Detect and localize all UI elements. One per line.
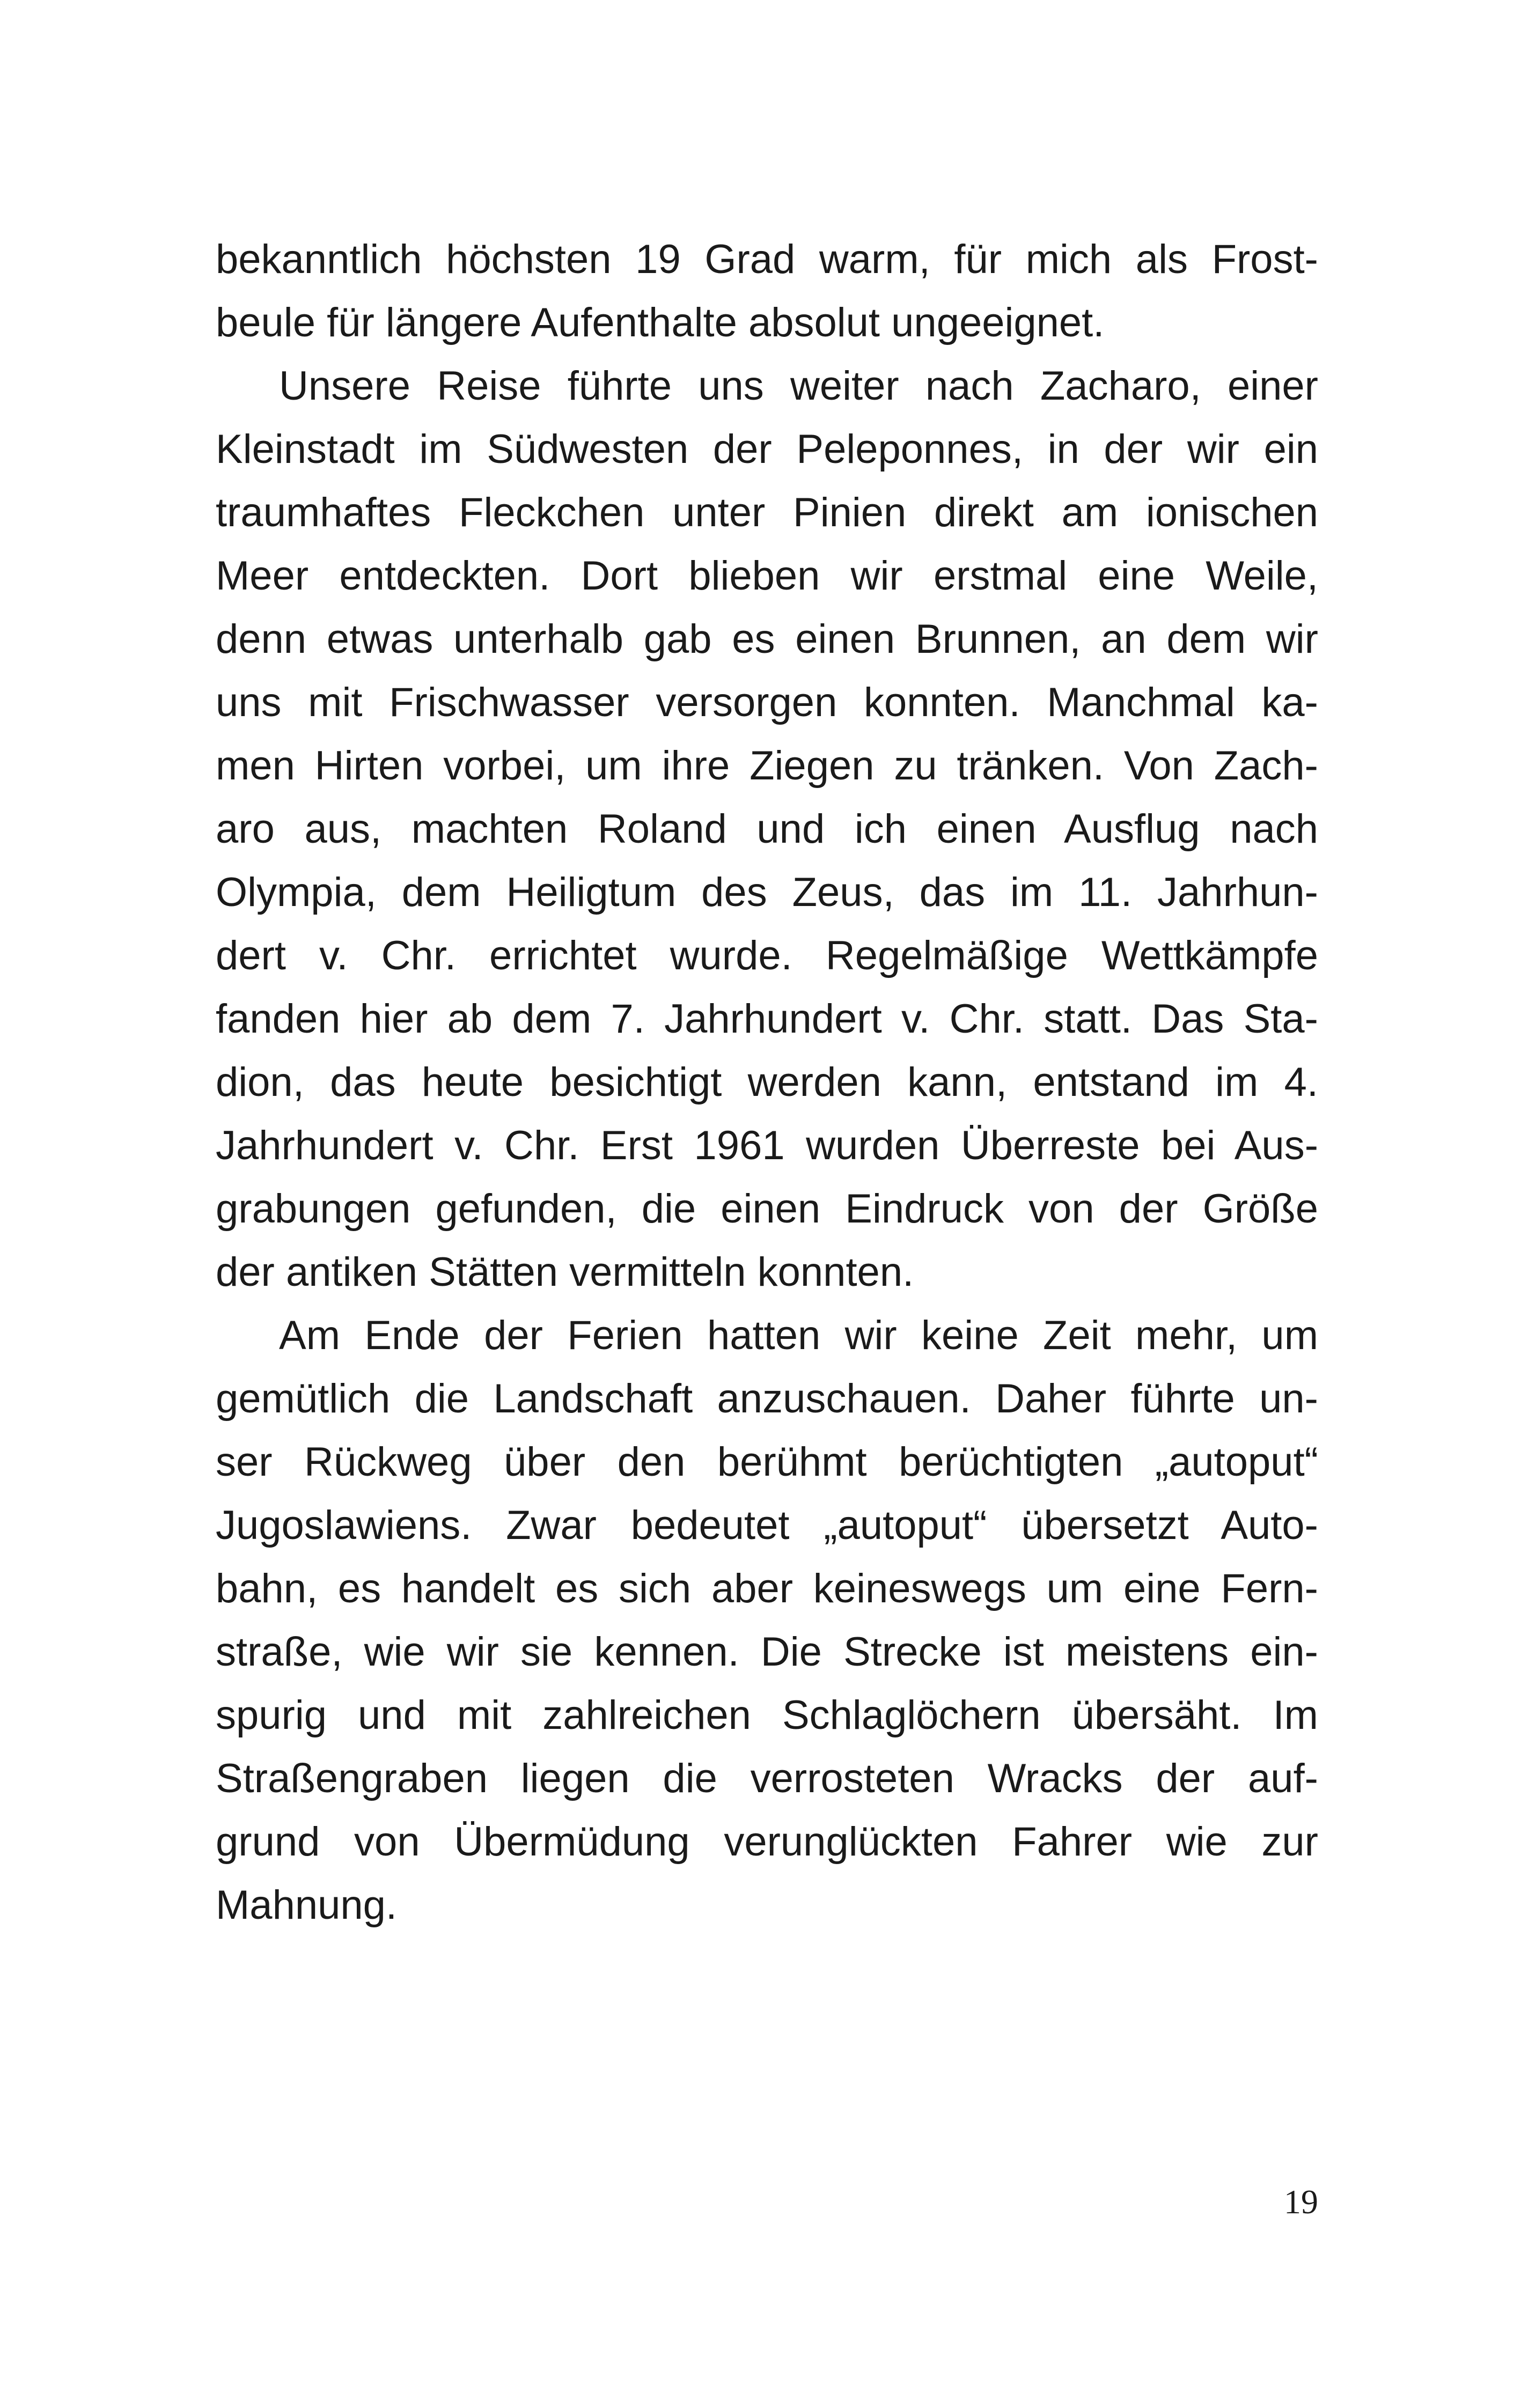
text-line: straße, wie wir sie kennen. Die Strecke ist meistens ein- [216,1629,1318,1675]
text-line: men Hirten vorbei, um ihre Ziegen zu tränken. Von Zach- [216,743,1318,789]
text-line: Am Ende der Ferien hatten wir keine Zeit mehr, um [279,1313,1318,1358]
text-line: der antiken Stätten vermitteln konnten. [216,1249,914,1295]
text-line: traumhaftes Fleckchen unter Pinien direkt am ionischen [216,490,1318,535]
text-line: Straßengraben liegen die verrosteten Wracks der auf- [216,1756,1318,1801]
body-text [216,228,1318,1937]
text-line: dert v. Chr. errichtet wurde. Regelmäßige Wettkämpfe [216,933,1318,978]
paragraph [216,355,1318,1304]
paragraph [216,228,1318,355]
text-line: fanden hier ab dem 7. Jahrhundert v. Chr. statt. Das Sta- [216,996,1318,1042]
text-line: gemütlich die Landschaft anzuschauen. Daher führte un- [216,1376,1318,1422]
text-line: ser Rückweg über den berühmt berüchtigten „autoput“ [216,1439,1318,1485]
text-line: aro aus, machten Roland und ich einen Ausflug nach [216,806,1318,852]
text-line: Jahrhundert v. Chr. Erst 1961 wurden Überreste bei Aus- [216,1123,1318,1168]
text-line: grabungen gefunden, die einen Eindruck von der Größe [216,1186,1318,1232]
text-line: dion, das heute besichtigt werden kann, entstand im 4. [216,1059,1318,1105]
text-line: Kleinstadt im Südwesten der Peleponnes, in der wir ein [216,426,1318,472]
text-line: denn etwas unterhalb gab es einen Brunnen, an dem wir [216,616,1318,662]
text-line: bahn, es handelt es sich aber keineswegs um eine Fern- [216,1566,1318,1611]
text-line: bekanntlich höchsten 19 Grad warm, für mich als Frost- [216,237,1318,282]
text-line: beule für längere Aufenthalte absolut ungeeignet. [216,300,1105,345]
text-line: spurig und mit zahlreichen Schlaglöchern übersäht. Im [216,1692,1318,1738]
text-line: Jugoslawiens. Zwar bedeutet „autoput“ übersetzt Auto- [216,1503,1318,1548]
paragraph [216,1304,1318,1937]
text-line: Meer entdeckten. Dort blieben wir erstmal eine Weile, [216,553,1318,599]
text-line: uns mit Frischwasser versorgen konnten. Manchmal ka- [216,680,1318,725]
text-line: grund von Übermüdung verunglückten Fahrer wie zur [216,1819,1318,1865]
text-line: Unsere Reise führte uns weiter nach Zacharo, einer [279,363,1318,409]
text-line: Mahnung. [216,1882,398,1928]
page-number: 19 [1284,2183,1318,2221]
text-line: Olympia, dem Heiligtum des Zeus, das im 11. Jahrhun- [216,870,1318,915]
